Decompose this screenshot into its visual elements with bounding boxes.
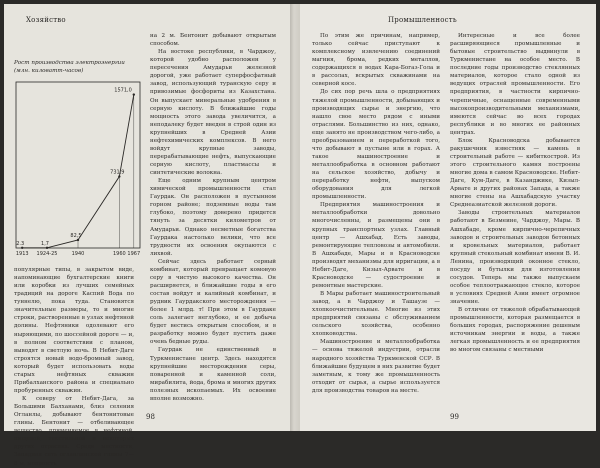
right-col2-text <box>450 32 580 355</box>
x-tick-label: 1960 <box>112 251 126 257</box>
paragraph: До сих пор речь шла о предприятиях тяжелой промышленности, добывающих и производящих сырье и энергию, что нашло свое место рядом с иными отраслями. Большинство из них, однако, еще занято не производством чего-либо, а преобразованием и переработкой того, что добывают в пустыне или в горах. А такое машиностроение и металлообработка в основном работают на сельское хозяйство, добычу и переработку нефти, выпуском оборудования для легкой промышленности. <box>312 89 440 201</box>
x-tick-label: 1913 <box>15 251 29 257</box>
paragraph: на 2 м. Бентонит добывают открытым способом. <box>150 33 276 48</box>
paragraph: Гаурдак не единственный в Туркменистане центр. Здесь находятся крупнейшие месторождения серы, поваренной и каменной соли, мирабилита, йода, брома и многих других полезных ископаемых. Их освоение вполне возможно. <box>150 347 276 402</box>
x-tick-label: 1924-25 <box>36 251 58 257</box>
page-number-right: 99 <box>450 413 459 421</box>
data-label: 82,5 <box>70 232 82 239</box>
book-gutter <box>290 4 300 431</box>
chart-caption: Рост производства электроэнергии (млн. киловатт-часов) <box>14 60 125 74</box>
paragraph: популярные типы, в закрытом виде, напоминающие бухгалтерские книги или коробки из лучших семейных традиций на дороге Каспий Вода по туннелю, пока туда. Становятся значительные размеры, то и многие строки, растворенные в узлах нефтяной долины. Нефтяники одолевают его ныряющими, по шоссейной дороге — и, в полном соответствии с планом, выводят в светлую ночь. В Небит-Даге строятся новый водо-бромный завод, который будет использовать воды старых нефтяных скважин Прибалханского района и специально пробуренных скважин. <box>14 267 134 394</box>
data-point <box>46 247 48 249</box>
paragraph: В отличие от тяжелой обрабатывающей промышленности, которая размещается в больших городах, распоряжение дешевым источникам энергии и воды, а также легкая промышленность и ее предприятия во многом связаны с местными <box>450 307 580 354</box>
data-label: 1571,0 <box>114 87 132 94</box>
data-point <box>77 239 79 241</box>
paragraph: В Мары работает машиностроительный завод, а в Чарджоу и Ташаузе — хлопкоочистительные. Многие из этих предприятий связаны с обслуживанием сельского хозяйства, особенно хлопководства. <box>312 291 440 338</box>
paragraph: Интересные и все более расширяющиеся промышленные и бытовые строительство выдвинули в Туркменистане на особое место. В последние годы производство стеклянных материалов, которое стало одной из ведущих отраслей промышленности. Его предприятия, в частности кирпично-черепичные, оснащенные современными высокопроизводительными механизмами, имеются сейчас во всех городах республики и во многих ее районных центрах. <box>450 33 580 136</box>
paragraph: Заводы строительных материалов работают в Безмеине, Чарджоу, Мары. В Ашхабаде, кроме кирпично-черепичных заводов и строительных заводов бетонных и кровельных материалов, работает крупный стекольный комбинат имени В. И. Ленина, производящий оконное стекло, посуду и бутылки для изготовления сосудов. Теперь мы также выпускаем особое теплоотражающее стекло, которое в условиях Средней Азии имеет огромное значение. <box>450 210 580 306</box>
x-tick-label: 1940 <box>71 251 85 257</box>
page-number-left: 98 <box>146 413 155 421</box>
data-label: 731,9 <box>110 169 125 176</box>
data-point <box>133 93 135 95</box>
x-tick-label: 1967 <box>127 251 141 257</box>
data-point <box>21 247 23 249</box>
running-head-right: Промышленность <box>388 16 457 24</box>
book-spread <box>4 4 596 467</box>
right-col1-text <box>312 32 440 395</box>
left-col2-text <box>150 32 276 403</box>
paragraph: На востоке республики, в Чарджоу, которой удобно расположен у пересечения Амударьи железной дорогой, уже работает суперфосфатный завод, использующий туранскую серу и привозимые фосфориты из Казахстана. Он выпускает минеральные удобрения в серную кислоту. В ближайшие годы мощность этого завода увеличится, а неподалеку будет введен в строй один из крупнейших в Средней Азии нефтехимических комплексов. В него войдут крупные заводы, перерабатывающие нефть, выпускающие серную кислоту, пластмассы и синтетические волокна. <box>150 49 276 177</box>
data-point <box>118 175 120 177</box>
data-label: 1,7 <box>41 240 49 247</box>
left-col1-text <box>14 266 134 468</box>
running-head-left: Хозяйство <box>26 16 66 24</box>
left-page <box>4 4 296 467</box>
paragraph: По этим же причинам, например, только сейчас приступают к комплексному извлечению соединений магния, брома, редких металлов, содержащихся в водах Кара-Богаз-Гола и в рассолах, вскрытых скважинами на северной косе. <box>312 33 440 88</box>
electricity-chart <box>10 76 146 266</box>
paragraph: Сейчас здесь работает серный комбинат, который превращает комовую серу в чистую высокого качества. Он расширяется, в ближайшие годы в его состав войдут и калийный комбинат, и рудник Гаурдакского месторождения — более 1 млрд. т! При этом в Гаурдаке соль залегает неглубоко, и ее добыча будет вестись открытым способом, и в разработку можно будет пустить даже очень бедные руды. <box>150 258 276 346</box>
paragraph: Блок Красноводска добывается ракушечник известняк — камень в строительный работе — кибиткострой. Из этого строительного камня построены многие дома в самом Красноводске. Небит-Даге, Кум-Даге, в Казанджике, Кизыл-Арвате и других районах Запада, а также многие стены на Ашхабадскую участку Среднеазиатской железной дороги. <box>450 137 580 209</box>
right-page <box>296 4 596 431</box>
paragraph: К северу от Небит-Дага, за Большими Балханами, близ селения Огланлы, добывают бентонитовые глины. Бентонит — отбеливающее вещество, применяемое в нефтяной, пищевой, текстильной и некоторых других отраслях. Среди местности, Западная сеть огланлинской глины 7—8 м, мощность <box>14 396 134 467</box>
paragraph: Машиностроение и металлообработка — основа тяжелой индустрии, отрасли народного хозяйства Туркменской ССР. В ближайшие будущем в них развитие будет заметным, к тому же промышленность отходит от сырья, а сырье используется для производства товаров на месте. <box>312 339 440 394</box>
data-label: 2.3 <box>16 240 25 247</box>
paragraph: Еще одним крупным центром химической промышленности стал Гаурдак. Он расположен в пустынном горном районе; подземные воды там глубоко, поэтому доверено придется тянуть за десятки километров от Амударьи. Однако несметные богатства Гаурдака настолько велики, что все трудности их освоения окупаются с лихвой. <box>150 178 276 257</box>
paragraph: Предприятия машиностроения и металлообработки довольно многочисленны, и размещены они в крупных транспортных узлах. Главный центр — Ашхабад. Есть заводы, ремонтирующие тепловозы и автомобили. В Ашхабаде, Мары и в Красноводске производят механизмы для ирригации, а в Небит-Даге, Кизыл-Арвате и в Красноводске — судостроение и ремонтные мастерские. <box>312 202 440 289</box>
